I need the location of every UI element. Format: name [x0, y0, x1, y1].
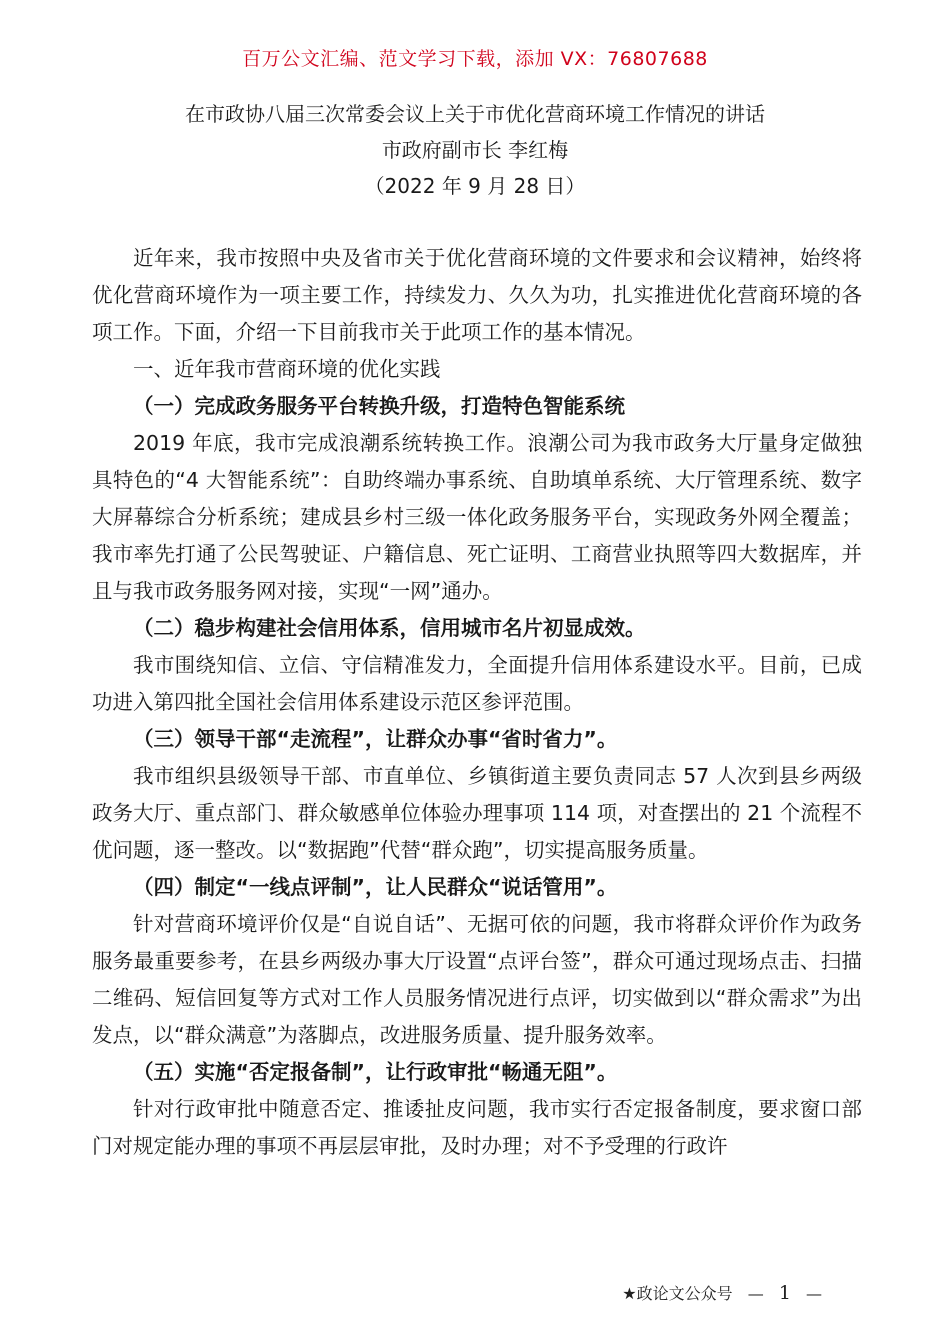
document-body: [92, 240, 862, 1165]
section-heading: （三）领导干部“走流程”，让群众办事“省时省力”。: [133, 727, 618, 751]
section-heading: （一）完成政务服务平台转换升级，打造特色智能系统: [133, 394, 625, 418]
body-paragraph: 我市组织县级领导干部、市直单位、乡镇街道主要负责同志 57 人次到县乡两级政务大厅、重点部门、群众敏感单位体验办理事项 114 项，对查摆出的 21 个流程不优问题，逐一整改。以“数据跑”代替“群众跑”，切实提高服务质量。: [92, 764, 862, 862]
page-number: 1: [778, 1282, 791, 1304]
header-note: 百万公文汇编、范文学习下载，添加 VX：76807688: [242, 48, 708, 70]
body-paragraph: 我市围绕知信、立信、守信精准发力，全面提升信用体系建设水平。目前，已成功进入第四批全国社会信用体系建设示范区参评范围。: [92, 653, 862, 714]
footer-source: ★政论文公众号: [622, 1284, 733, 1303]
speaker-line: 市政府副市长 李红梅: [381, 138, 569, 162]
body-paragraph: 2019 年底，我市完成浪潮系统转换工作。浪潮公司为我市政务大厅量身定做独具特色的“4 大智能系统”：自助终端办事系统、自助填单系统、大厅管理系统、数字大屏幕综合分析系统；建成县乡村三级一体化政务服务平台，实现政务外网全覆盖；我市率先打通了公民驾驶证、户籍信息、死亡证明、工商营业执照等四大数据库，并且与我市政务服务网对接，实现“一网”通办。: [92, 431, 862, 603]
body-paragraph: 一、近年我市营商环境的优化实践: [133, 357, 441, 381]
title-block: [0, 96, 950, 204]
footer-dash-right: —: [806, 1284, 822, 1303]
body-paragraph: 近年来，我市按照中央及省市关于优化营商环境的文件要求和会议精神，始终将优化营商环境作为一项主要工作，持续发力、久久为功，扎实推进优化营商环境的各项工作。下面，介绍一下目前我市关于此项工作的基本情况。: [92, 246, 862, 344]
body-paragraph: 针对营商环境评价仅是“自说自话”、无据可依的问题，我市将群众评价作为政务服务最重要参考，在县乡两级办事大厅设置“点评台签”，群众可通过现场点击、扫描二维码、短信回复等方式对工作人员服务情况进行点评，切实做到以“群众需求”为出发点，以“群众满意”为落脚点，改进服务质量、提升服务效率。: [92, 912, 862, 1047]
footer-dash-left: —: [747, 1284, 764, 1303]
body-paragraph: 针对行政审批中随意否定、推诿扯皮问题，我市实行否定报备制度，要求窗口部门对规定能办理的事项不再层层审批，及时办理；对不予受理的行政许: [92, 1097, 862, 1158]
document-title: 在市政协八届三次常委会议上关于市优化营商环境工作情况的讲话: [185, 102, 765, 126]
section-heading: （五）实施“否定报备制”，让行政审批“畅通无阻”。: [133, 1060, 618, 1084]
section-heading: （四）制定“一线点评制”，让人民群众“说话管用”。: [133, 875, 618, 899]
section-heading: （二）稳步构建社会信用体系，信用城市名片初显成效。: [133, 616, 646, 640]
date-line: （2022 年 9 月 28 日）: [364, 174, 586, 198]
page-footer: [622, 1281, 832, 1304]
